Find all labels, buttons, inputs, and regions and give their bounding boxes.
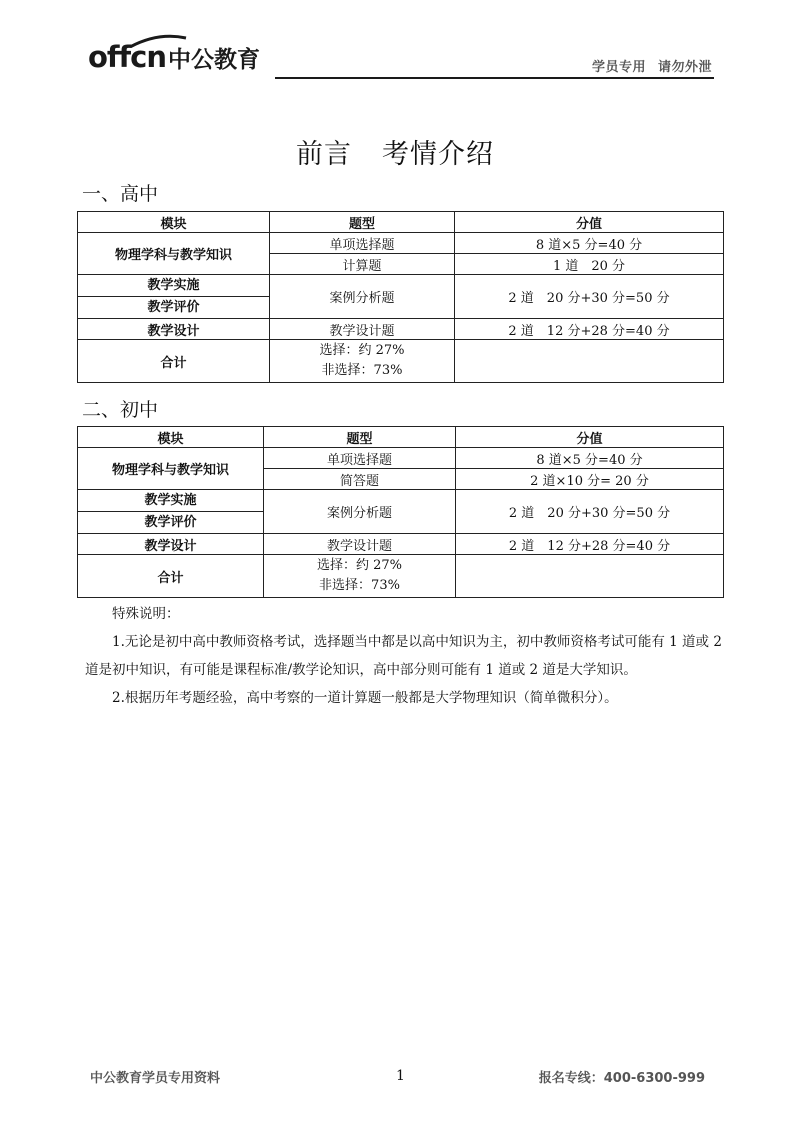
col-module-header: 模块 bbox=[78, 427, 264, 448]
footer-left: 中公教育学员专用资料 bbox=[90, 1071, 221, 1086]
col-score-header: 分值 bbox=[455, 212, 724, 233]
section-heading-high-school: 一、高中 bbox=[82, 183, 159, 205]
header-tag-students: 学员专用 bbox=[591, 60, 646, 75]
module-label: 教学评价 bbox=[78, 511, 263, 533]
total-score-cell bbox=[456, 555, 724, 598]
module-cell: 教学设计 bbox=[78, 319, 270, 340]
score-cell: 1 道 20 分 bbox=[455, 254, 724, 275]
table-header-row bbox=[78, 427, 724, 448]
total-choice: 选择：约 27% bbox=[316, 558, 403, 573]
table-row-total bbox=[78, 555, 724, 598]
score-cell: 8 道×5 分=40 分 bbox=[455, 233, 724, 254]
module-label: 教学评价 bbox=[78, 296, 269, 318]
footer-hotline: 报名专线：400-6300-999 bbox=[538, 1071, 705, 1086]
total-label-cell: 合计 bbox=[78, 340, 270, 383]
header-rule bbox=[275, 77, 714, 79]
type-cell: 教学设计题 bbox=[264, 534, 456, 555]
page-title bbox=[0, 132, 790, 171]
page-title-part2: 考情介绍 bbox=[382, 139, 494, 171]
score-cell: 8 道×5 分=40 分 bbox=[456, 448, 724, 469]
score-cell: 2 道 20 分+30 分=50 分 bbox=[456, 490, 724, 534]
table-row-total bbox=[78, 340, 724, 383]
col-module-header: 模块 bbox=[78, 212, 270, 233]
module-cell: 物理学科与教学知识 bbox=[78, 233, 270, 275]
score-cell: 2 道×10 分= 20 分 bbox=[456, 469, 724, 490]
col-type-header: 题型 bbox=[270, 212, 455, 233]
table-row bbox=[78, 448, 724, 469]
table-row bbox=[78, 534, 724, 555]
table-row bbox=[78, 275, 724, 319]
type-cell: 案例分析题 bbox=[270, 275, 455, 319]
score-cell: 2 道 20 分+30 分=50 分 bbox=[455, 275, 724, 319]
section-heading-junior-high: 二、初中 bbox=[82, 399, 159, 421]
module-cell bbox=[78, 275, 270, 319]
page-number: 1 bbox=[396, 1068, 405, 1084]
notes-item-1: 1.无论是初中高中教师资格考试，选择题当中都是以高中知识为主，初中教师资格考试可能有 1 道或 2 道是初中知识，有可能是课程标准/教学论知识，高中部分则可能有 1 道或 2 道是大学知识。 bbox=[85, 634, 722, 678]
module-cell bbox=[78, 490, 264, 534]
total-label-cell: 合计 bbox=[78, 555, 264, 598]
type-cell: 单项选择题 bbox=[264, 448, 456, 469]
score-cell: 2 道 12 分+28 分=40 分 bbox=[455, 319, 724, 340]
type-cell: 案例分析题 bbox=[264, 490, 456, 534]
col-type-header: 题型 bbox=[264, 427, 456, 448]
module-cell: 物理学科与教学知识 bbox=[78, 448, 264, 490]
col-score-header: 分值 bbox=[456, 427, 724, 448]
module-label: 教学实施 bbox=[147, 278, 200, 293]
header-tag-confidential: 请勿外泄 bbox=[657, 60, 712, 75]
logo-name: 中公教育 bbox=[168, 47, 260, 73]
offcn-logo bbox=[88, 40, 260, 80]
junior-high-exam-table bbox=[77, 426, 724, 598]
total-nonchoice: 非选择：73% bbox=[321, 363, 403, 378]
total-type-cell bbox=[264, 555, 456, 598]
page-title-part1: 前言 bbox=[296, 139, 352, 171]
page-header bbox=[88, 40, 718, 82]
table-row bbox=[78, 490, 724, 534]
total-nonchoice: 非选择：73% bbox=[319, 578, 400, 593]
total-score-cell bbox=[455, 340, 724, 383]
type-cell: 教学设计题 bbox=[270, 319, 455, 340]
type-cell: 简答题 bbox=[264, 469, 456, 490]
table-row bbox=[78, 233, 724, 254]
header-tags bbox=[592, 56, 712, 75]
total-choice: 选择：约 27% bbox=[319, 343, 405, 358]
type-cell: 单项选择题 bbox=[270, 233, 455, 254]
score-cell: 2 道 12 分+28 分=40 分 bbox=[456, 534, 724, 555]
logo-mark: offcn bbox=[88, 40, 166, 74]
module-cell: 教学设计 bbox=[78, 534, 264, 555]
special-notes bbox=[85, 600, 725, 712]
high-school-exam-table bbox=[77, 211, 724, 383]
notes-item-2: 2.根据历年考题经验，高中考察的一道计算题一般都是大学物理知识（简单微积分）。 bbox=[112, 690, 618, 706]
table-header-row bbox=[78, 212, 724, 233]
module-label: 教学实施 bbox=[144, 493, 197, 508]
type-cell: 计算题 bbox=[270, 254, 455, 275]
notes-title: 特殊说明： bbox=[112, 606, 180, 622]
total-type-cell bbox=[270, 340, 455, 383]
table-row bbox=[78, 319, 724, 340]
